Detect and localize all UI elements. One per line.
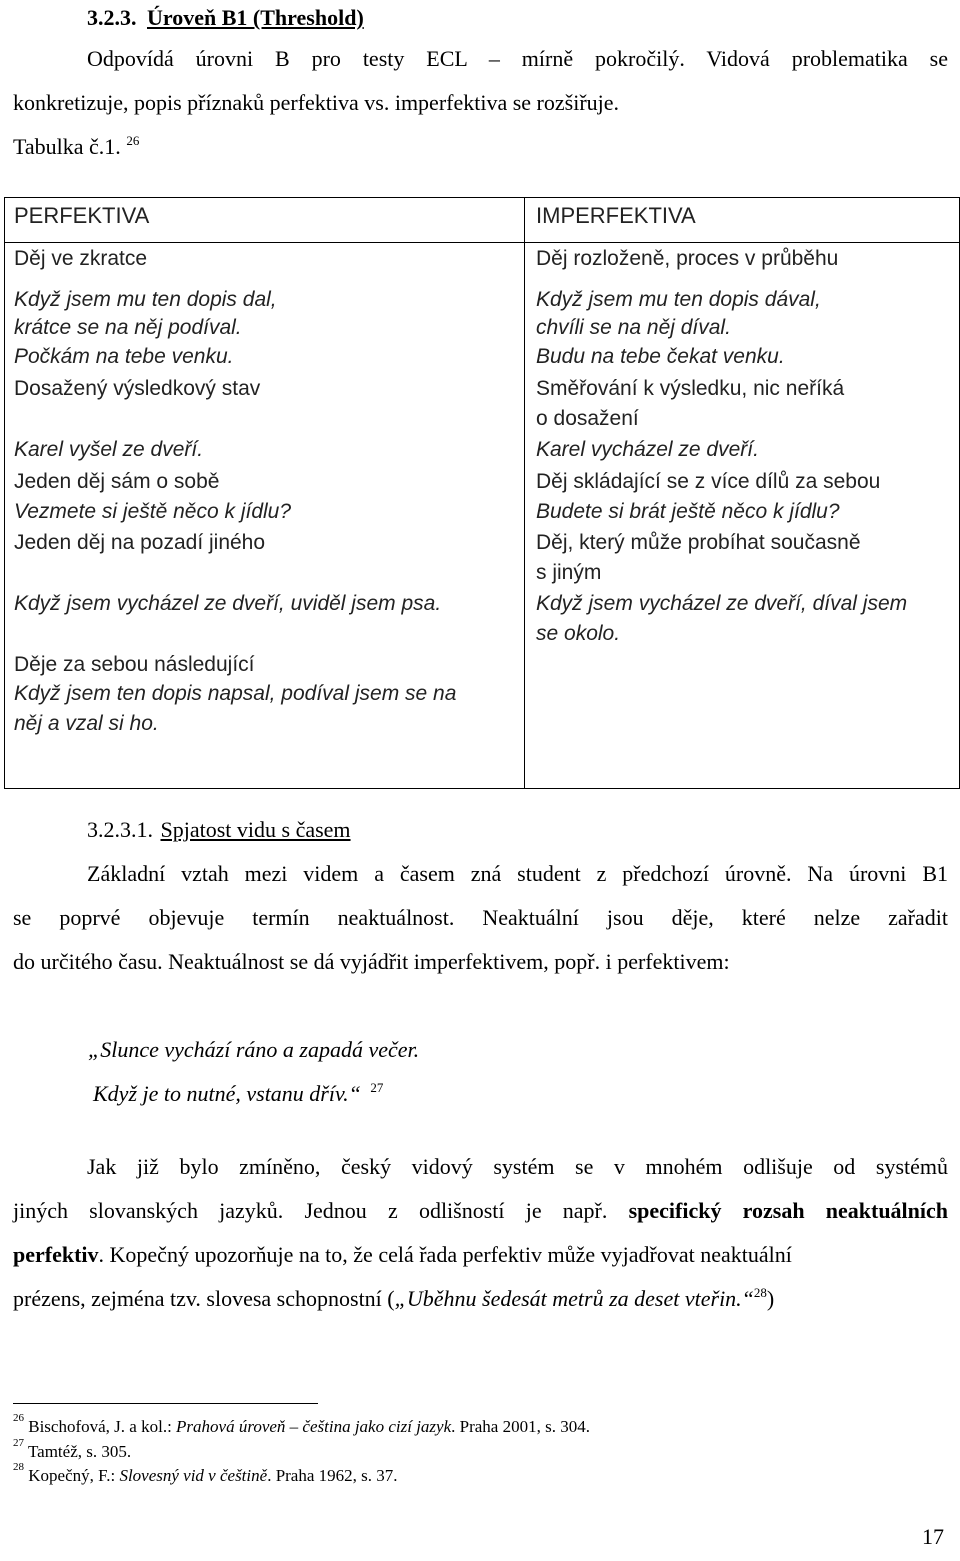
perf-line-12: Když jsem ten dopis napsal, podíval jsem se na	[14, 682, 457, 705]
section-number: 3.2.3.	[87, 5, 137, 30]
imperf-line-8: Děj skládající se z více dílů za sebou	[536, 470, 881, 493]
para2-line-3	[13, 1233, 948, 1277]
imperf-line-5: Směřování k výsledku, nic neříká	[536, 377, 845, 400]
perf-line-11: Děje za sebou následující	[14, 653, 255, 676]
footnote-27	[13, 1437, 132, 1462]
para2-line-2	[13, 1189, 948, 1233]
imperf-line-4: Budu na tebe čekat venku.	[536, 345, 785, 368]
imperf-line-12: Když jsem vycházel ze dveří, díval jsem	[536, 592, 908, 615]
footnote-28-pub: . Praha 1962, s. 37.	[267, 1466, 398, 1485]
footnote-26-author: Bischofová, J. a kol.:	[28, 1417, 177, 1436]
imperfektiva-header: IMPERFEKTIVA	[536, 203, 696, 228]
example-1: „Slunce vychází ráno a zapadá večer.	[88, 1037, 420, 1062]
perf-line-9: Jeden děj na pozadí jiného	[14, 531, 266, 554]
section-heading	[87, 5, 364, 31]
perfektiva-header-cell	[5, 198, 525, 243]
subsection-title: Spjatost vidu s časem	[160, 817, 351, 842]
imperfektiva-cell	[525, 243, 960, 789]
para2-line-1: Jak již bylo zmíněno, český vidový systém se v mnohém odlišuje od systémů	[87, 1154, 948, 1179]
para2-line-3-bold: perfektiv	[13, 1242, 99, 1267]
para2-line-4-text: prézens, zejména tzv. slovesa schopnostní (	[13, 1286, 395, 1311]
intro-line-2: konkretizuje, popis příznaků perfektiva vs. imperfektiva se rozšiřuje.	[13, 90, 620, 115]
perf-line-7: Jeden děj sám o sobě	[14, 470, 220, 493]
subsection-heading	[87, 808, 351, 852]
perfektiva-header: PERFEKTIVA	[14, 203, 150, 228]
para1-line-3: do určitého času. Neaktuálnost se dá vyjádřit imperfektivem, popř. i perfektivem:	[13, 949, 730, 974]
para2-line-4-quote: „Uběhnu šedesát metrů za deset vteřin.“	[394, 1286, 754, 1311]
table-caption	[13, 125, 139, 169]
para2-line-2-bold: specifický rozsah neaktuálních	[628, 1198, 949, 1223]
footnote-26-pub: . Praha 2001, s. 304.	[451, 1417, 590, 1436]
para2-line-2-text: jiných slovanských jazyků. Jednou z odlišností je např.	[13, 1198, 608, 1223]
para2-line-4-close: )	[766, 1286, 775, 1311]
footnote-27-text: Tamtéž, s. 305.	[27, 1442, 132, 1461]
aspect-table	[4, 197, 960, 789]
footnote-ref-27: 27	[370, 1080, 384, 1095]
perf-line-2: Když jsem mu ten dopis dal,	[14, 288, 277, 311]
perf-line-8: Vezmete si ještě něco k jídlu?	[14, 500, 292, 523]
imperf-line-1: Děj rozloženě, proces v průběhu	[536, 247, 839, 270]
footnote-ref-26: 26	[126, 133, 140, 148]
example-2	[93, 1072, 383, 1116]
para2-line-3-text: . Kopečný upozorňuje na to, že celá řada perfektiv může vyjadřovat neaktuální	[98, 1242, 792, 1267]
footnote-28-number: 28	[13, 1461, 24, 1473]
footnote-28-author: Kopečný, F.:	[28, 1466, 120, 1485]
table-caption-text: Tabulka č.1.	[13, 134, 121, 159]
imperfektiva-header-cell	[525, 198, 960, 243]
perf-line-13: něj a vzal si ho.	[14, 712, 159, 735]
intro-line-1: Odpovídá úrovni B pro testy ECL – mírně pokročilý. Vidová problematika se	[87, 46, 948, 71]
footnote-28-title: Slovesný vid v češtině	[119, 1466, 268, 1485]
footnote-26-title: Prahová úroveň – čeština jako cizí jazyk	[176, 1417, 452, 1436]
perf-line-3: krátce se na něj podíval.	[14, 316, 242, 339]
imperf-line-9: Budete si brát ještě něco k jídlu?	[536, 500, 840, 523]
perf-line-6: Karel vyšel ze dveří.	[14, 438, 204, 461]
example-2-text: Když je to nutné, vstanu dřív.“	[93, 1081, 361, 1106]
para2-line-4	[13, 1277, 774, 1321]
footnote-ref-28: 28	[753, 1285, 767, 1300]
imperf-line-7: Karel vycházel ze dveří.	[536, 438, 759, 461]
para1-line-1: Základní vztah mezi videm a časem zná student z předchozí úrovně. Na úrovni B1	[87, 861, 948, 886]
perf-line-1: Děj ve zkratce	[14, 247, 148, 270]
imperf-line-10: Děj, který může probíhat současně	[536, 531, 861, 554]
subsection-number: 3.2.3.1.	[87, 817, 153, 842]
imperf-line-6: o dosažení	[536, 407, 639, 430]
perfektiva-cell	[5, 243, 525, 789]
imperf-line-11: s jiným	[536, 561, 602, 584]
perf-line-10: Když jsem vycházel ze dveří, uviděl jsem psa.	[14, 592, 442, 615]
footnote-26	[13, 1412, 590, 1437]
footnote-27-number: 27	[13, 1437, 24, 1449]
imperf-line-3: chvíli se na něj díval.	[536, 316, 731, 339]
page-number: 17	[922, 1524, 944, 1549]
footnote-separator	[13, 1403, 318, 1404]
para1-line-2: se poprvé objevuje termín neaktuálnost. Neaktuální jsou děje, které nelze zařadit	[13, 905, 948, 930]
footnote-26-number: 26	[13, 1412, 24, 1424]
section-title: Úroveň B1 (Threshold)	[147, 5, 364, 30]
imperf-line-13: se okolo.	[536, 622, 621, 645]
imperf-line-2: Když jsem mu ten dopis dával,	[536, 288, 821, 311]
perf-line-5: Dosažený výsledkový stav	[14, 377, 261, 400]
footnote-28	[13, 1461, 398, 1486]
perf-line-4: Počkám na tebe venku.	[14, 345, 234, 368]
